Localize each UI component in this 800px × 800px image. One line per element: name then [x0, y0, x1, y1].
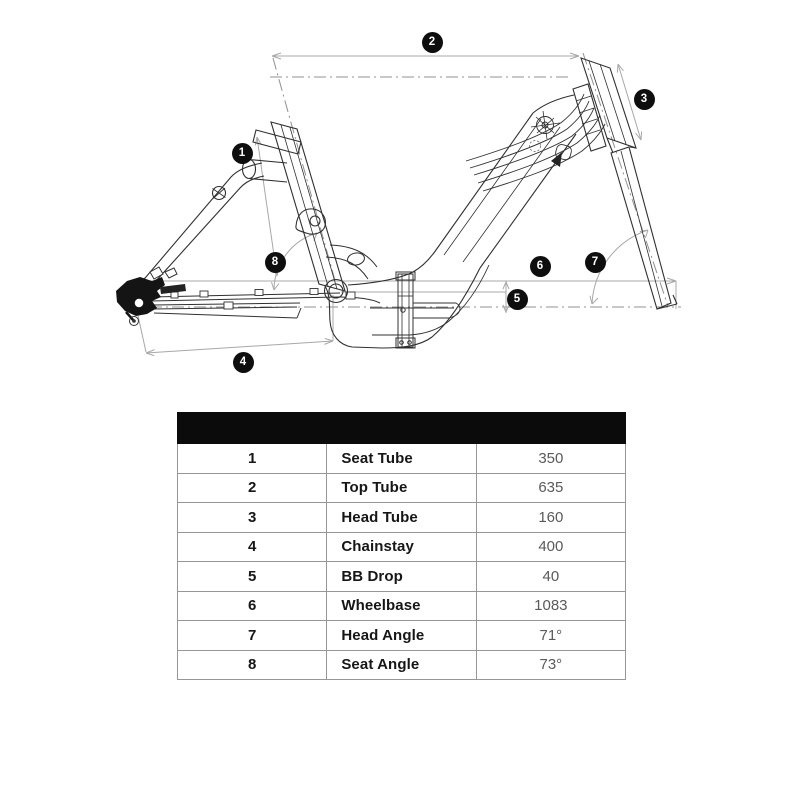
row-number: 3 [178, 503, 327, 533]
callout-wheelbase: 6 [530, 256, 551, 277]
callout-bb-drop: 5 [507, 289, 528, 310]
table-row [178, 621, 626, 651]
row-name: Chainstay [327, 532, 476, 562]
row-value: 40 [476, 562, 625, 592]
steerer-bolt-icon [531, 111, 560, 139]
row-value: 350 [476, 444, 625, 474]
dimension-lines [136, 53, 676, 356]
row-number: 7 [178, 621, 327, 651]
fork-blade [611, 147, 677, 309]
chainstay [151, 289, 380, 319]
row-name: Top Tube [327, 473, 476, 503]
table-row [178, 503, 626, 533]
row-name: Seat Angle [327, 650, 476, 680]
callout-top-tube: 2 [422, 32, 443, 53]
seat-tube [243, 122, 346, 291]
callout-head-angle: 7 [585, 252, 606, 273]
row-name: Seat Tube [327, 444, 476, 474]
callout-seat-tube: 1 [232, 143, 253, 164]
row-value: 71° [476, 621, 625, 651]
geometry-table [177, 412, 626, 680]
row-name: BB Drop [327, 562, 476, 592]
table-row [178, 562, 626, 592]
row-number: 4 [178, 532, 327, 562]
row-value: 1083 [476, 591, 625, 621]
row-number: 2 [178, 473, 327, 503]
table-row [178, 650, 626, 680]
row-number: 5 [178, 562, 327, 592]
callout-chainstay: 4 [233, 352, 254, 373]
table-row [178, 591, 626, 621]
row-number: 8 [178, 650, 327, 680]
row-value: 400 [476, 532, 625, 562]
row-name: Head Angle [327, 621, 476, 651]
callout-seat-angle: 8 [265, 252, 286, 273]
row-number: 6 [178, 591, 327, 621]
table-header-band [178, 413, 626, 444]
row-value: 635 [476, 473, 625, 503]
row-name: Head Tube [327, 503, 476, 533]
row-value: 73° [476, 650, 625, 680]
row-number: 1 [178, 444, 327, 474]
table-row [178, 532, 626, 562]
row-name: Wheelbase [327, 591, 476, 621]
table-row [178, 444, 626, 474]
table-row [178, 473, 626, 503]
down-tube [325, 95, 576, 348]
row-value: 160 [476, 503, 625, 533]
callout-head-tube: 3 [634, 89, 655, 110]
battery-bracket [396, 272, 415, 348]
cable-bundle [466, 94, 605, 191]
